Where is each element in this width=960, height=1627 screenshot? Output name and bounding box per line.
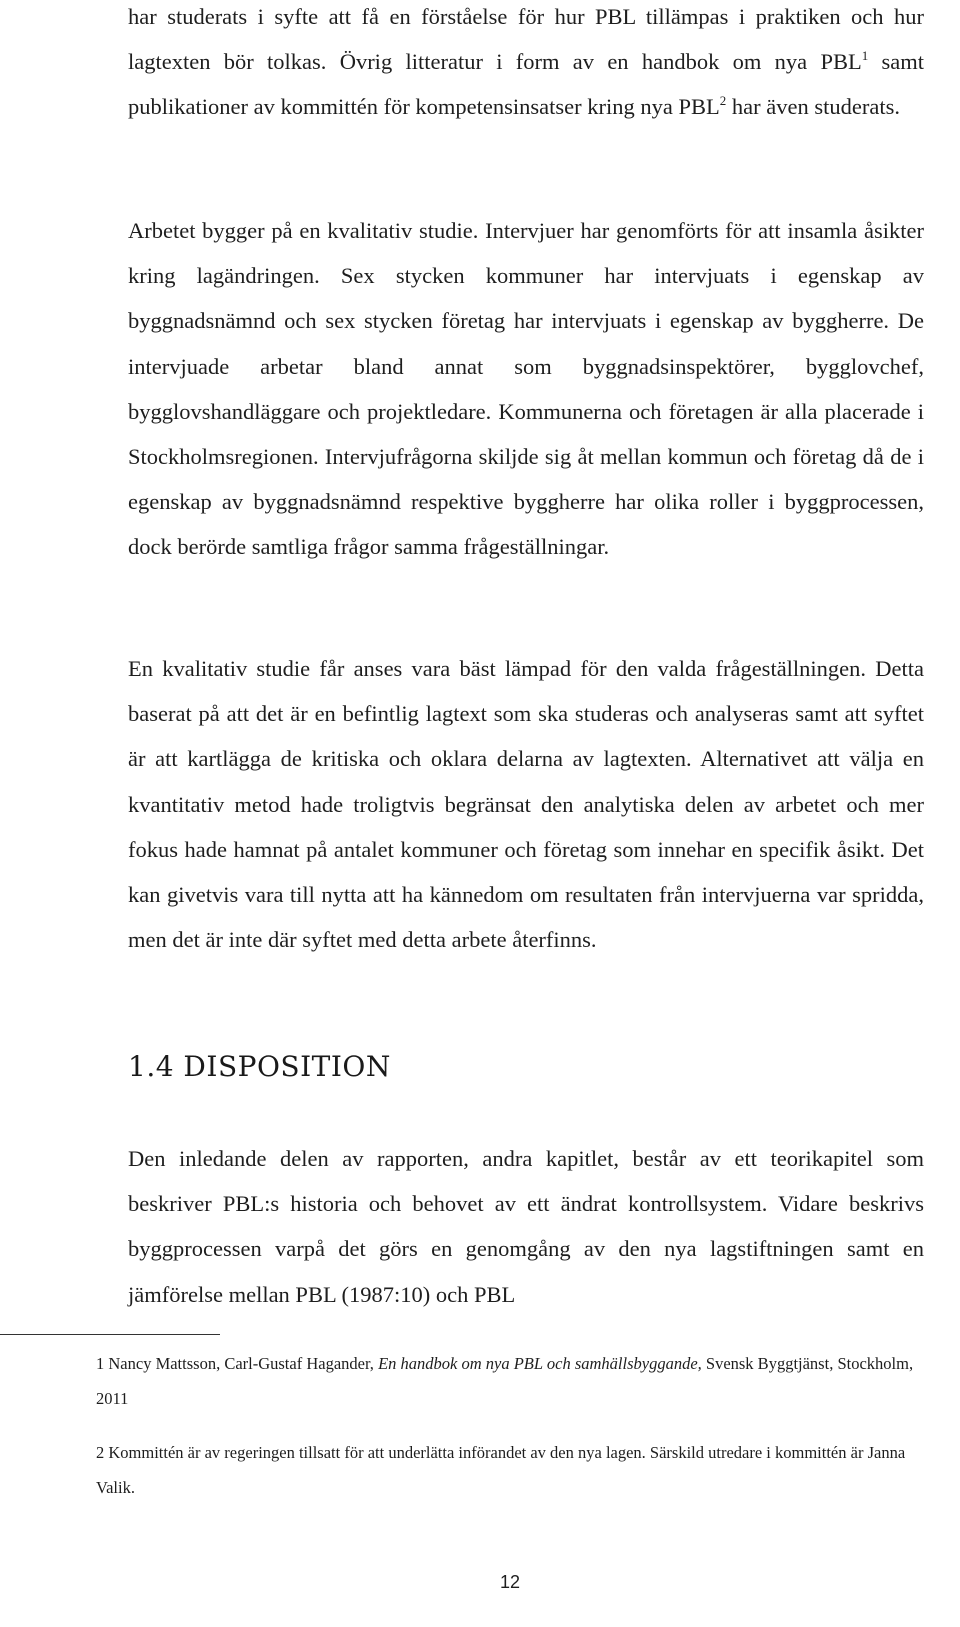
footnote-2	[96, 1435, 926, 1505]
paragraph-qualitative-motivation: En kvalitativ studie får anses vara bäst lämpad för den valda frågeställningen. Detta baserat på att det är en befintlig lagtext som ska studeras och analyseras samt att syftet är att kartlägga de kritiska och oklara delarna av lagtexten. Alternativet att välja en kvantitativ metod hade troligtvis begränsat den analytiska delen av arbetet och mer fokus hade hamnat på antalet kommuner och företag som innehar en specifik åsikt. Det kan givetvis vara till nytta att ha kännedom om resultaten från intervjuerna var spridda, men det är inte där syftet med detta arbete återfinns.	[128, 656, 924, 953]
paragraph-text: har även studerats.	[726, 94, 900, 120]
paragraph-literature	[128, 0, 924, 130]
paragraph-disposition: Den inledande delen av rapporten, andra kapitlet, består av ett teorikapitel som beskriver PBL:s historia och behovet av ett ändrat kontrollsystem. Vidare beskrivs byggprocessen varpå det görs en genomgång av den nya lagstiftningen samt en jämförelse mellan PBL (1987:10) och PBL	[128, 1146, 924, 1307]
footnote-text: Kommittén är av regeringen tillsatt för att underlätta införandet av den nya lagen. Särskild utredare i kommittén är Janna Valik.	[96, 1443, 906, 1497]
footnote-number: 1	[96, 1354, 105, 1373]
paragraph-text: har studerats i syfte att få en förståelse för hur PBL tillämpas i praktiken och hur lagtexten bör tolkas. Övrig litteratur i form av en handbok om nya PBL	[128, 4, 924, 75]
footnote-divider	[0, 1334, 220, 1335]
footnote-1	[96, 1346, 926, 1416]
section-heading-disposition: 1.4 DISPOSITION	[128, 1050, 391, 1083]
footnote-publisher: Svensk Byggtjänst, Stockholm, 2011	[96, 1354, 914, 1408]
footnote-book-title: En handbok om nya PBL och samhällsbyggande,	[378, 1354, 702, 1373]
footnote-number: 2	[96, 1443, 105, 1462]
page-number: 12	[499, 1572, 521, 1592]
footnote-ref-1[interactable]: 1	[861, 48, 869, 64]
footnote-ref-2[interactable]: 2	[719, 93, 727, 109]
paragraph-method: Arbetet bygger på en kvalitativ studie. Intervjuer har genomförts för att insamla åsikter kring lagändringen. Sex stycken kommuner har intervjuats i egenskap av byggnadsnämnd och sex stycken företag har intervjuats i egenskap av byggherre. De intervjuade arbetar bland annat som byggnadsinspektörer, bygglovchef, bygglovshandläggare och projektledare. Kommunerna och företagen är alla placerade i Stockholmsregionen. Intervjufrågorna skiljde sig åt mellan kommun och företag då de i egenskap av byggnadsnämnd respektive byggherre har olika roller i byggprocessen, dock berörde samtliga frågor samma frågeställningar.	[128, 218, 924, 560]
footnote-authors: Nancy Mattsson, Carl-Gustaf Hagander,	[104, 1354, 379, 1373]
paragraph-text: samt publikationer av kommittén för kompetensinsatser kring nya PBL	[128, 49, 925, 120]
